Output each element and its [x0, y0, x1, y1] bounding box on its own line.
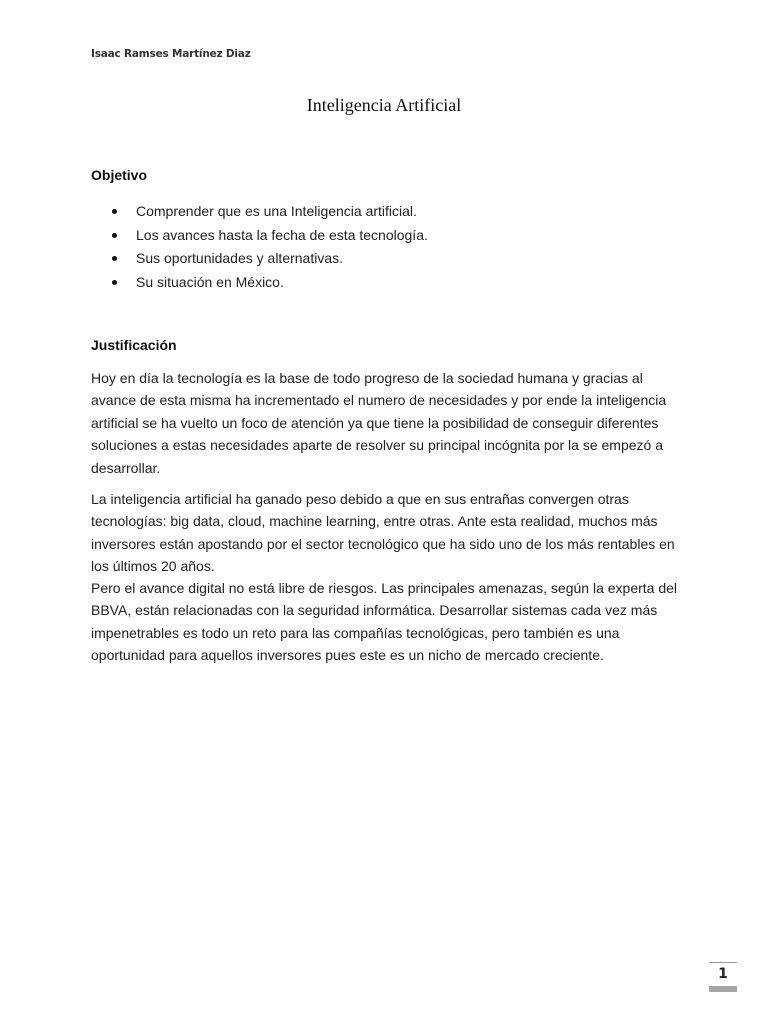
page-number-box — [709, 962, 737, 992]
objective-item-text: Su situación en México. — [136, 273, 284, 290]
bullet-icon — [112, 209, 117, 214]
objective-list — [91, 200, 428, 294]
page-number-bar — [709, 986, 737, 992]
objective-item-text: Sus oportunidades y alternativas. — [136, 250, 344, 266]
bullet-icon — [112, 256, 117, 261]
bullet-icon — [112, 280, 117, 285]
justification-paragraph: Pero el avance digital no está libre de riesgos. Las principales amenazas, según la experta del BBVA, están relacionadas con la seguridad informática. Desarrollar sistemas cada vez más impenetrables es todo un reto para las compañías tecnológicas, pero también es una oportunidad para aquellos inversores pues este es un nicho de mercado creciente. — [91, 580, 678, 664]
page-number: 1 — [718, 966, 728, 982]
objective-list-item — [91, 271, 428, 295]
objective-item-text: Los avances hasta la fecha de esta tecnología. — [136, 226, 428, 243]
justification-paragraph: La inteligencia artificial ha ganado peso debido a que en sus entrañas convergen otras tecnologías: big data, cloud, machine learning, entre otras. Ante esta realidad, muchos más inversores están apostando por el sector tecnológico que ha sido uno de los más rentables en los últimos 20 años. — [91, 491, 675, 575]
objective-heading: Objetivo — [91, 167, 148, 183]
objective-list-item — [91, 247, 428, 271]
objective-list-item — [91, 224, 428, 248]
header-author: Isaac Ramses Martínez Diaz — [91, 48, 251, 60]
bullet-icon — [112, 233, 117, 238]
objective-list-item — [91, 200, 428, 224]
document-title: Inteligencia Artificial — [306, 95, 462, 115]
justification-heading: Justificación — [91, 337, 177, 353]
objective-item-text: Comprender que es una Inteligencia artificial. — [136, 203, 417, 219]
justification-paragraph: Hoy en día la tecnología es la base de todo progreso de la sociedad humana y gracias al avance de esta misma ha incrementado el numero de necesidades y por ende la inteligencia artificial se ha vuelto un foco de atención ya que tiene la posibilidad de conseguir diferentes soluciones a estas necesidades aparte de resolver su principal incógnita por la se empezó a desarrollar. — [91, 370, 667, 476]
page-number-divider — [709, 962, 737, 963]
